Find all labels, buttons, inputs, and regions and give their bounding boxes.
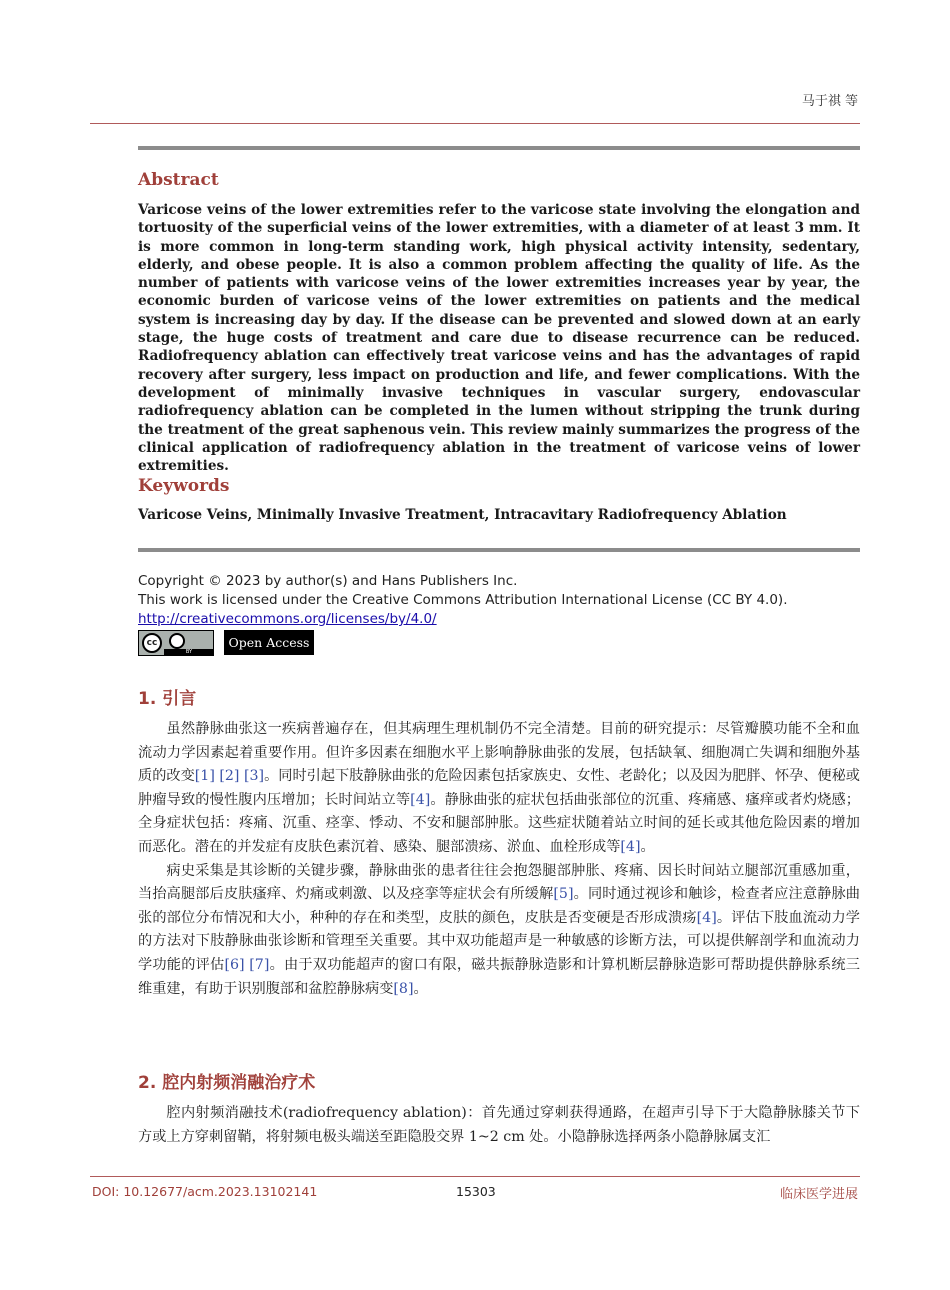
open-access-badge: Open Access [224,630,314,655]
copyright-line: Copyright © 2023 by author(s) and Hans Publishers Inc. [138,573,518,589]
citation-link[interactable]: [8] [393,980,414,997]
body-text: 。由于双功能超声的窗口有限，磁共振静脉造影和计算机断层静脉造影可帮助提供静脉系统三维重建，有助于识别腹部和盆腔静脉病变 [138,956,860,997]
body-text: 病史采集是其诊断的关键步骤，静脉曲张的患者往往会抱怨腿部肿胀、疼痛、因长时间站立腿部沉重感加重，当抬高腿部后皮肤瘙痒、灼痛或刺激、以及痉挛等症状会有所缓解 [138,862,860,903]
body-text: 腔内射频消融技术(radiofrequency ablation)：首先通过穿刺获得通路，在超声引导下于大隐静脉膝关节下方或上方穿刺留鞘，将射频电极头端送至距隐股交界 1~2 cm 处。小隐静脉选择两条小隐静脉属支汇 [138,1105,860,1145]
doi-label[interactable]: DOI: 10.12677/acm.2023.13102141 [92,1184,318,1199]
abstract-heading: Abstract [138,170,219,190]
section-1-heading: 1. 引言 [138,689,197,709]
citation-link[interactable]: [5] [553,886,574,903]
citation-link[interactable]: [6] [7] [224,956,270,973]
by-label: BY [164,649,214,655]
copyright-block [138,572,788,629]
cc-by-license-badge[interactable] [138,630,214,656]
body-text: 。 [413,980,428,997]
section-2-heading: 2. 腔内射频消融治疗术 [138,1073,316,1093]
body-text: 。 [640,838,655,855]
page-number: 15303 [456,1184,496,1199]
body-text: 。同时引起下肢静脉曲张的危险因素包括家族史、女性、老龄化；以及因为肥胖、怀孕、便秘或肿瘤导致的慢性腹内压增加；长时间站立等 [138,768,860,808]
section-1-body [138,718,860,1001]
body-text: 。同时通过视诊和触诊，检查者应注意静脉曲张的部位分布情况和大小，种种的存在和类型，皮肤的颜色，皮肤是否变硬是否形成溃疡 [138,886,860,926]
attribution-person-icon [169,633,185,649]
paragraph [138,860,860,1002]
citation-link[interactable]: [1] [2] [3] [194,768,265,785]
cc-icon: cc [142,633,162,653]
paragraph [138,718,860,860]
license-line: This work is licensed under the Creative Commons Attribution International License (CC BY 4.0). [138,592,788,608]
citation-link[interactable]: [4] [410,791,431,808]
keywords-heading: Keywords [138,476,230,496]
citation-link[interactable]: [4] [696,909,717,926]
citation-link[interactable]: [4] [620,838,641,855]
license-link[interactable]: http://creativecommons.org/licenses/by/4.0/ [138,611,437,627]
keywords-text: Varicose Veins, Minimally Invasive Treatment, Intracavitary Radiofrequency Ablation [138,507,787,523]
body-text: 。静脉曲张的症状包括曲张部位的沉重、疼痛感、瘙痒或者灼烧感；全身症状包括：疼痛、沉重、痉挛、悸动、不安和腿部肿胀。这些症状随着站立时间的延长或其他危险因素的增加而恶化。潜在的并发症有皮肤色素沉着、感染、腿部溃疡、淤血、血栓形成等 [138,791,860,855]
section-2-body [138,1102,860,1149]
paragraph [138,1102,860,1149]
body-text: 虽然静脉曲张这一疾病普遍存在，但其病理生理机制仍不完全清楚。目前的研究提示：尽管瓣膜功能不全和血流动力学因素起着重要作用。但许多因素在细胞水平上影响静脉曲张的发展，包括缺氧、细胞凋亡失调和细胞外基质的改变 [138,721,860,785]
abstract-top-divider [138,146,860,150]
footer-rule [90,1176,860,1177]
running-header-author: 马于祺 等 [801,94,858,109]
abstract-text: Varicose veins of the lower extremities refer to the varicose state involving the elongation and tortuosity of the superficial veins of the lower extremities, with a diameter of at least 3 mm. It is more common in long-term standing work, high physical activity intensity, sedentary, elderly, and obese people. It is also a common problem affecting the quality of life. As the number of patients with varicose veins of the lower extremities increases year by year, the economic burden of varicose veins of the lower extremities on patients and the medical system is increasing day by day. If the disease can be prevented and slowed down at an early stage, the huge costs of treatment and care due to disease recurrence can be reduced. Radiofrequency ablation can effectively treat varicose veins and has the advantages of rapid recovery after surgery, less impact on production and life, and fewer complications. With the development of minimally invasive techniques in vascular surgery, endovascular radiofrequency ablation can be completed in the lumen without stripping the trunk during the treatment of the great saphenous vein. This review mainly summarizes the progress of the clinical application of radiofrequency ablation in the treatment of varicose veins of lower extremities. [138,202,860,475]
body-text: 。评估下肢血流动力学的方法对下肢静脉曲张诊断和管理至关重要。其中双功能超声是一种敏感的诊断方法，可以提供解剖学和血流动力学功能的评估 [138,909,860,973]
keywords-bottom-divider [138,548,860,552]
header-rule [90,123,860,124]
journal-name: 临床医学进展 [779,1187,858,1202]
